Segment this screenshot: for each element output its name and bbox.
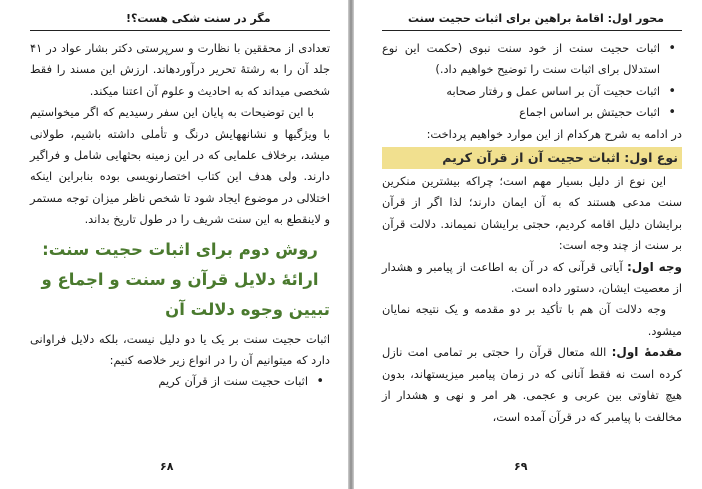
right-header-rule — [382, 30, 682, 31]
right-page-number: ۶۹ — [514, 460, 528, 473]
aspect-label: وجه اول: — [626, 259, 682, 274]
right-running-head: محور اول: اقامهٔ براهین برای اثبات حجیت سنت — [407, 12, 664, 25]
right-intro: در ادامه به شرح هرکدام از این موارد خواهیم پرداخت: — [426, 126, 682, 141]
left-bullet-list — [30, 371, 330, 392]
aspect-paragraph — [382, 257, 682, 300]
left-page-number: ۶۸ — [160, 460, 174, 473]
left-paragraph-3: اثبات حجیت سنت بر یک یا دو دلیل نیست، بلکه دلایل فراوانی دارد که میتوانیم آن را در انواع زیر خلاصه کنیم: — [30, 331, 330, 368]
list-item: • اثبات حجیتش بر اساس اجماع — [382, 102, 660, 123]
left-header-rule — [30, 30, 330, 31]
left-page — [0, 0, 348, 489]
right-page-content — [382, 38, 682, 428]
premise-text: الله متعال قرآن را حجتی بر تمامی امت نازل کرده است نه فقط آنانی که در زمان پیامبر میزیستهاند، بدون هیچ تفاوتی بین عربی و عجمی. هر امر و نهی و هشدار از مخالفت با پیامبر که در قرآن آمده است، — [382, 345, 682, 424]
list-item: • اثبات حجیت آن بر اساس عمل و رفتار صحابه — [382, 81, 660, 102]
left-paragraph-2: با این توضیحات به پایان این سفر رسیدیم که اگر میخواستیم با ویژگیها و نشانههایش درنگ و تأملی داشته باشیم، طولانی میشد، برخلاف علمایی که در این زمینه بحثهایی شامل و فراگیر دارند. ولی هدف این کتاب اختصارنویسی بوده بنابراین اینکه اختلالی در موضوع ایجاد شود تا شخص ناظر میزان توجه مستمر و لاینقطع به این سنت شریف را در طول تاریخ بداند. — [30, 105, 330, 227]
list-item: • اثبات حجیت سنت از خود سنت نبوی (حکمت این نوع استدلال برای اثبات سنت را توضیح خواهیم داد.) — [382, 38, 660, 81]
aspect-text: آیاتی قرآنی که در آن به اطاعت از پیامبر و هشدار از معصیت ایشان، دستور داده است. — [382, 259, 682, 296]
right-paragraph-2: وجه دلالت آن هم با تأکید بر دو مقدمه و یک نتیجه نمایان میشود. — [382, 302, 682, 338]
left-page-content — [30, 38, 330, 393]
left-running-head: مگر در سنت شکی هست؟! — [126, 12, 271, 25]
section-heading: روش دوم برای اثبات حجیت سنت: ارائهٔ دلایل قرآن و سنت و اجماع و تبیین وجوه دلالت آن — [41, 239, 330, 319]
right-paragraph-1: این نوع از دلیل بسیار مهم است؛ چراکه بیشترین منکرین سنت مدعی هستند که به آن ایمان دارند؛ لذا اگر از قرآن برایشان دلیل اقامه کردیم، حجتی برایشان نمیماند. دلالت قرآن بر سنت از چند وجه است: — [382, 174, 682, 253]
right-bullet-list — [382, 38, 682, 124]
premise-paragraph — [382, 342, 682, 428]
list-item: • اثبات حجیت سنت از قرآن کریم — [30, 371, 308, 392]
left-paragraph-1: تعدادی از محققین با نظارت و سرپرستی دکتر بشار عواد در ۴۱ جلد آن را به رشتهٔ تحریر درآوردهاند. ارزش این مسند را فقط شخصی میداند که به احادیث و علوم آن اعتنا میکند. — [30, 41, 330, 98]
right-page — [354, 0, 702, 489]
premise-label: مقدمهٔ اول: — [611, 345, 682, 360]
subsection-heading: نوع اول: اثبات حجیت آن از قرآن کریم — [382, 147, 682, 169]
